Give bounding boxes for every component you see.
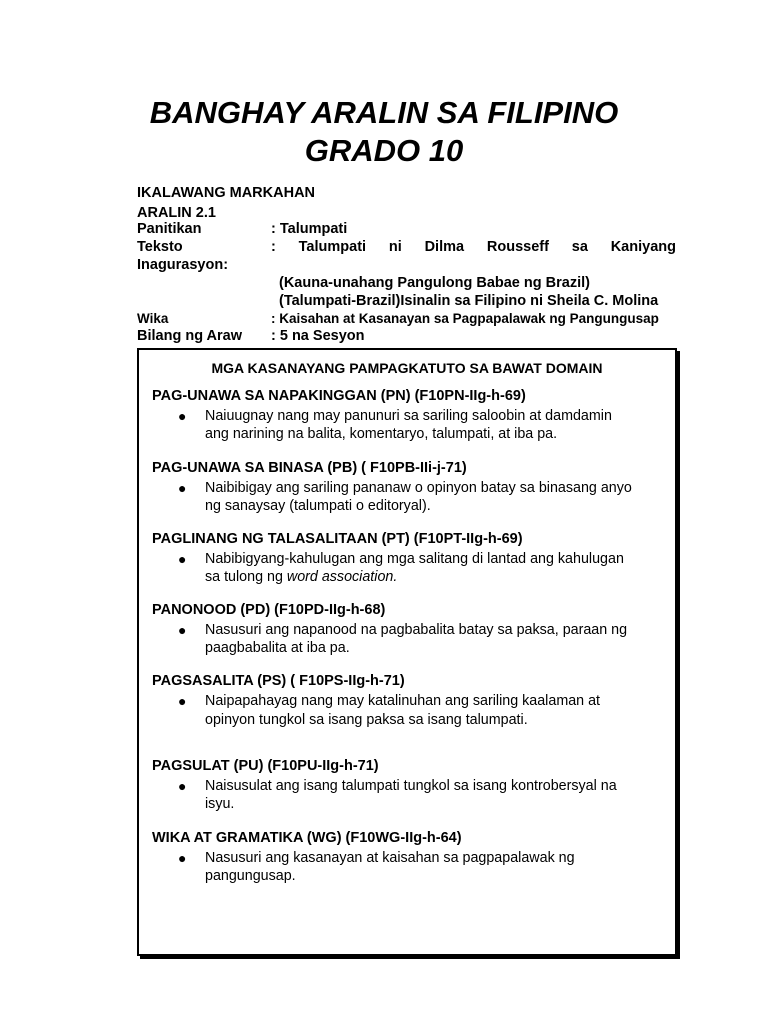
domain-heading: WIKA AT GRAMATIKA (WG) (F10WG-IIg-h-64) — [152, 830, 462, 846]
teksto-line2: (Kauna-unahang Pangulong Babae ng Brazil) — [279, 275, 590, 291]
bullet-icon: ● — [178, 778, 187, 794]
bilang-value: : 5 na Sesyon — [271, 328, 365, 344]
domain-desc-line: Naiuugnay nang may panunuri sa sariling saloobin at damdamin — [205, 408, 612, 424]
competencies-box — [137, 348, 677, 956]
aralin: ARALIN 2.1 — [137, 205, 216, 221]
teksto-line3: (Talumpati-Brazil)Isinalin sa Filipino ni Sheila C. Molina — [279, 293, 659, 309]
bullet-icon: ● — [178, 693, 187, 709]
domain-desc-line: ang narining na balita, komentaryo, talumpati, at iba pa. — [205, 426, 558, 442]
wika-value: : Kaisahan at Kasanayan sa Pagpapalawak ng Pangungusap — [271, 311, 659, 326]
bilang-label: Bilang ng Araw — [137, 328, 242, 344]
bullet-icon: ● — [178, 850, 187, 866]
domain-heading: PANONOOD (PD) (F10PD-IIg-h-68) — [152, 602, 386, 618]
panitikan-label: Panitikan — [137, 221, 202, 237]
box-title: MGA KASANAYANG PAMPAGKATUTO SA BAWAT DOMAIN — [211, 360, 603, 376]
bullet-icon: ● — [178, 551, 187, 567]
page-title-line2: GRADO 10 — [304, 133, 464, 168]
teksto-word: Talumpati — [298, 239, 367, 255]
panitikan-value: : Talumpati — [271, 221, 348, 237]
domain-desc-line: ng sanaysay (talumpati o editoryal). — [205, 498, 431, 514]
teksto-word: sa — [571, 239, 588, 255]
teksto-value — [271, 239, 676, 255]
desc-italic-text: word association. — [286, 569, 398, 585]
page-title-line1: BANGHAY ARALIN SA FILIPINO — [149, 95, 619, 130]
teksto-word: Dilma — [424, 239, 465, 255]
domain-heading: PAG-UNAWA SA BINASA (PB) ( F10PB-IIi-j-71) — [152, 460, 467, 476]
teksto-continuation: Inagurasyon: — [137, 257, 229, 273]
domain-desc-line: Naipapahayag nang may katalinuhan ang sariling kaalaman at — [205, 693, 601, 709]
domain-desc-line: Naisusulat ang isang talumpati tungkol sa isang kontrobersyal na — [205, 778, 617, 794]
teksto-word: Rousseff — [486, 239, 549, 255]
domain-desc-line: Naibibigay ang sariling pananaw o opinyon batay sa binasang anyo — [205, 480, 632, 496]
wika-label: Wika — [137, 311, 169, 326]
teksto-label: Teksto — [137, 239, 183, 255]
teksto-word: ni — [388, 239, 402, 255]
desc-text: sa tulong ng — [205, 569, 287, 585]
domain-desc-line: pangungusap. — [205, 868, 296, 884]
bullet-icon: ● — [178, 622, 187, 638]
domain-desc-line: isyu. — [205, 796, 235, 812]
domain-desc-line: Nabibigyang-kahulugan ang mga salitang di lantad ang kahulugan — [205, 551, 624, 567]
bullet-icon: ● — [178, 480, 187, 496]
bullet-icon: ● — [178, 408, 187, 424]
domain-heading: PAGSASALITA (PS) ( F10PS-IIg-h-71) — [152, 673, 405, 689]
domain-desc-line: paagbabalita at iba pa. — [205, 640, 350, 656]
domain-desc-line: Nasusuri ang napanood na pagbabalita batay sa paksa, paraan ng — [205, 622, 628, 638]
domain-desc-line: opinyon tungkol sa isang paksa sa isang talumpati. — [205, 712, 528, 728]
domain-desc-line — [205, 568, 663, 586]
domain-heading: PAGLINANG NG TALASALITAAN (PT) (F10PT-IIg-h-69) — [152, 531, 523, 547]
teksto-word: : — [271, 239, 276, 255]
markahan: IKALAWANG MARKAHAN — [137, 185, 316, 201]
teksto-word: Kaniyang — [610, 239, 676, 255]
domain-heading: PAGSULAT (PU) (F10PU-IIg-h-71) — [152, 758, 379, 774]
domain-desc-line: Nasusuri ang kasanayan at kaisahan sa pagpapalawak ng — [205, 850, 575, 866]
domain-heading: PAG-UNAWA SA NAPAKINGGAN (PN) (F10PN-IIg-h-69) — [152, 388, 526, 404]
